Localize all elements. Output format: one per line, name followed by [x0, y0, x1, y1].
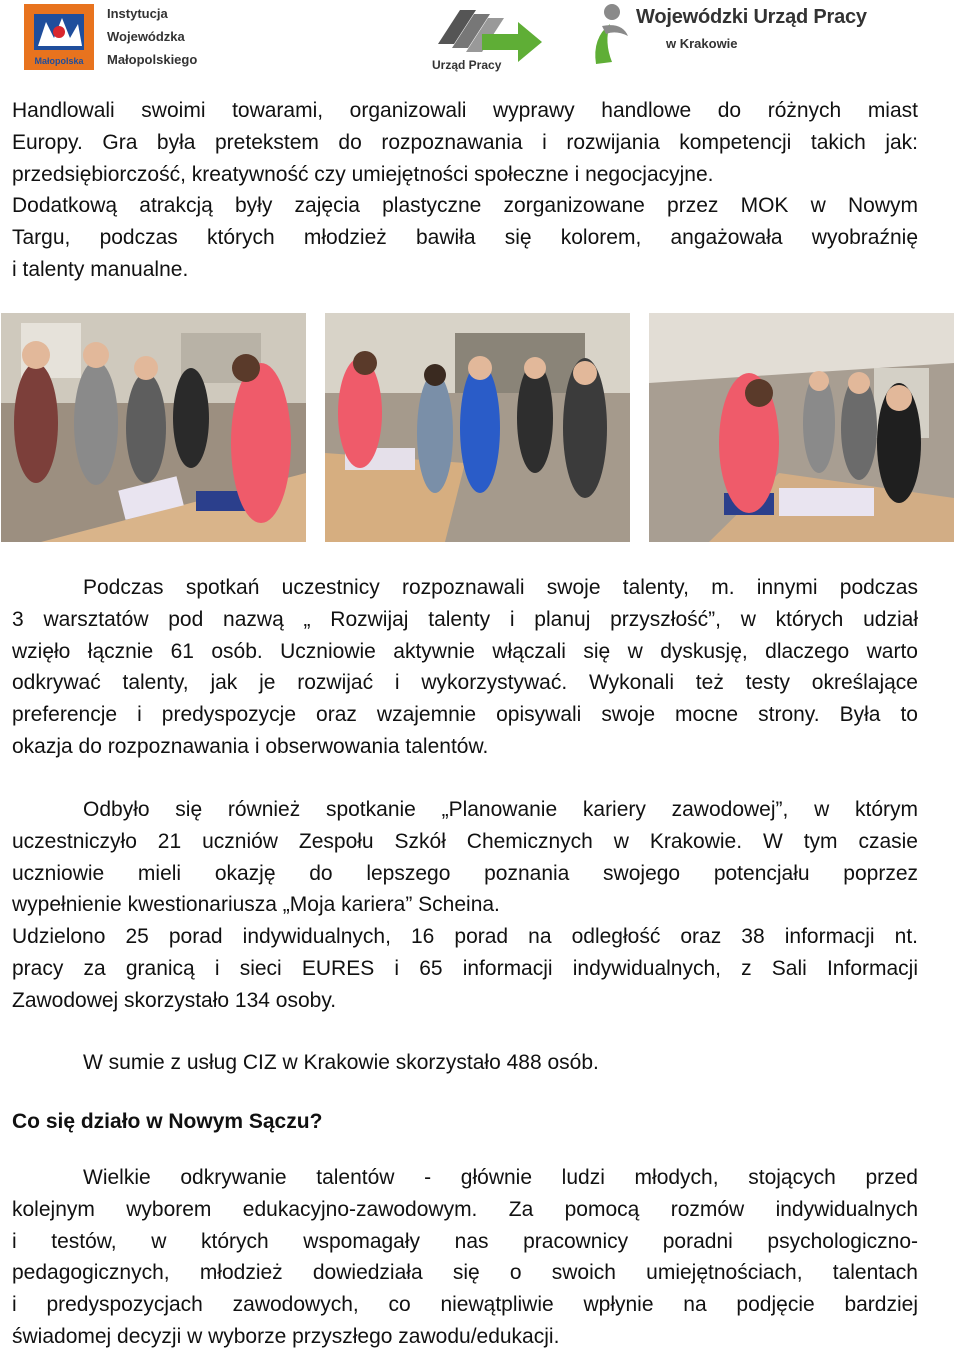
text-line: Odbyło się również spotkanie „Planowanie kariery zawodowej”, w którym [83, 798, 918, 821]
text-line: preferencje i predyspozycje oraz wzajemnie opisywali swoje mocne strony. Była to [12, 703, 918, 727]
paragraph-nowy-sacz [12, 1162, 918, 1353]
text-line: Targu, podczas których młodzież bawiła się kolorem, angażowała wyobraźnię [12, 226, 918, 250]
paragraph-summary [12, 1047, 918, 1079]
text-line: Europy. Gra była pretekstem do rozpoznawania i rozwijania kompetencji takich jak: [12, 130, 918, 154]
paragraph-intro [12, 95, 918, 286]
text-line: pedagogicznych, młodzież dowiedziała się o swoich umiejętnościach, talentach [12, 1261, 918, 1285]
text-line: uczestniczyło 21 uczniów Zespołu Szkół Chemicznych w Krakowie. W tym czasie [12, 829, 918, 853]
wup-subtitle: w Krakowie [666, 36, 738, 51]
institution-name: Instytucja Wojewódzka Małopolskiego [107, 6, 198, 67]
wup-figure-logo [582, 2, 632, 70]
text-line: odkrywać talenty, jak je rozwijać i wykorzystywać. Wykonali też testy określające [12, 671, 918, 695]
section-heading: Co się działo w Nowym Sączu? [12, 1110, 323, 1133]
photo-workshop-2 [325, 313, 630, 542]
text-line: Zawodowej skorzystało 134 osoby. [12, 988, 337, 1012]
text-line: Udzielono 25 porad indywidualnych, 16 porad na odległość oraz 38 informacji nt. [12, 925, 918, 949]
text-line: i talenty manualne. [12, 257, 189, 281]
wup-title: Wojewódzki Urząd Pracy [636, 6, 867, 28]
text-line: wzięło łącznie 61 osób. Uczniowie aktywnie włączali się w dyskusję, dlaczego warto [12, 639, 918, 663]
urzad-pracy-caption: Urząd Pracy [432, 58, 502, 72]
text-line: W sumie z usług CIZ w Krakowie skorzystało 488 osób. [83, 1051, 599, 1074]
photo-workshop-3 [649, 313, 954, 542]
text-line: i testów, w których wspomagały nas pracownicy poradni psychologiczno- [12, 1229, 918, 1253]
text-line: i predyspozycjach zawodowych, co niewątpliwie wpłynie na podjęcie bardziej [12, 1293, 918, 1317]
text-line: wypełnienie kwestionariusza „Moja kariera” Scheina. [12, 893, 500, 917]
text-line: Podczas spotkań uczestnicy rozpoznawali swoje talenty, m. innymi podczas [83, 576, 918, 599]
text-line: uczniowie mieli okazję do lepszego poznania swojego potencjału poprzez [12, 861, 918, 885]
text-line: Dodatkową atrakcją były zajęcia plastyczne zorganizowane przez MOK w Nowym [12, 194, 918, 218]
text-line: Handlowali swoimi towarami, organizowali wyprawy handlowe do różnych miast [12, 99, 918, 122]
text-line: 3 warsztatów pod nazwą „ Rozwijaj talenty i planuj przyszłość”, w których udział [12, 607, 918, 631]
paragraph-career-meeting [12, 794, 918, 1017]
text-line: Wielkie odkrywanie talentów - głównie ludzi młodych, stojących przed [83, 1166, 918, 1189]
malopolska-logo [24, 4, 94, 70]
text-line: przedsiębiorczość, kreatywność czy umiejętności społeczne i negocjacyjne. [12, 162, 714, 186]
paragraph-workshops [12, 572, 918, 763]
photo-workshop-1 [1, 313, 306, 542]
text-line: pracy za granicą i sieci EURES i 65 informacji indywidualnych, z Sali Informacji [12, 956, 918, 980]
page-header [0, 0, 960, 80]
text-line: okazja do rozpoznawania i obserwowania talentów. [12, 734, 489, 758]
text-line: świadomej decyzji w wyborze przyszłego zawodu/edukacji. [12, 1324, 560, 1348]
text-line: kolejnym wyborem edukacyjno-zawodowym. Za pomocą rozmów indywidualnych [12, 1197, 918, 1221]
malopolska-badge-text: Małopolska [34, 56, 84, 66]
